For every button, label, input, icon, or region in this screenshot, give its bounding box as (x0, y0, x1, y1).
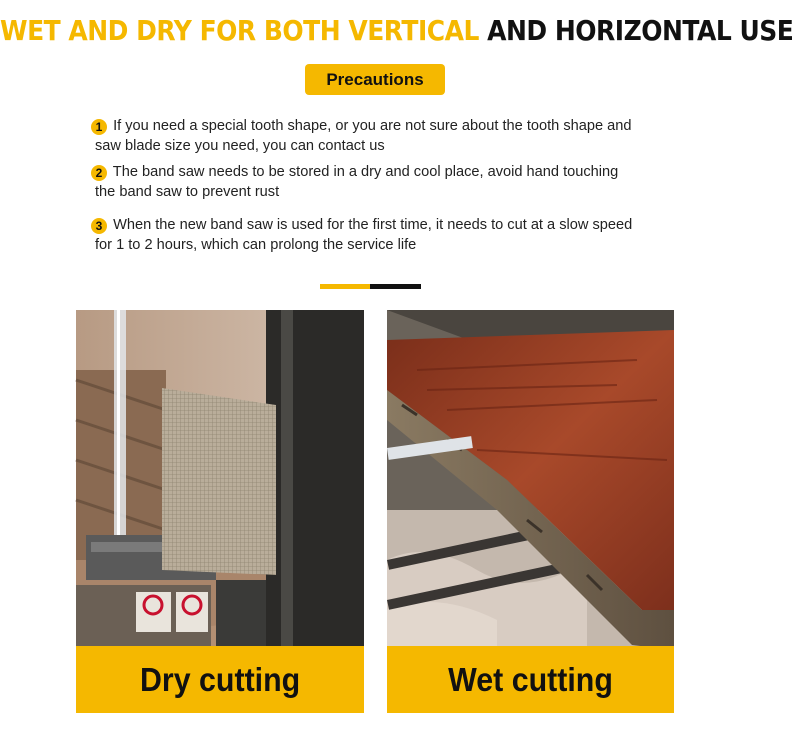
dry-cutting-caption-bar (76, 646, 364, 713)
precaution-1-line2: saw blade size you need, you can contact us (95, 138, 385, 154)
precaution-item-3 (91, 215, 691, 255)
number-badge-3: 3 (91, 218, 107, 234)
precaution-1-line1: If you need a special tooth shape, or you are not sure about the tooth shape and (113, 118, 632, 134)
precaution-item-2 (91, 162, 691, 202)
precaution-2-line1: The band saw needs to be stored in a dry and cool place, avoid hand touching (112, 164, 619, 180)
wet-cutting-caption: Wet cutting (448, 660, 613, 698)
precaution-item-1 (91, 116, 691, 156)
number-badge-1: 1 (91, 119, 107, 135)
precaution-3-line2: for 1 to 2 hours, which can prolong the service life (95, 237, 417, 253)
precaution-2-line2: the band saw to prevent rust (95, 184, 280, 200)
headline-yellow: WET AND DRY FOR BOTH VERTICAL (0, 14, 479, 47)
headline-black: AND HORIZONTAL USE (487, 14, 793, 47)
precaution-3-line1: When the new band saw is used for the first time, it needs to cut at a slow speed (113, 217, 633, 233)
dry-cutting-photo (76, 310, 364, 713)
headline (0, 14, 793, 47)
precautions-list (91, 116, 691, 255)
number-badge-2: 2 (91, 165, 107, 181)
wet-cutting-caption-bar (387, 646, 674, 713)
section-divider (320, 284, 421, 289)
dry-cutting-caption: Dry cutting (139, 660, 301, 698)
precautions-title: Precautions (305, 64, 445, 95)
wet-cutting-photo (387, 310, 674, 713)
